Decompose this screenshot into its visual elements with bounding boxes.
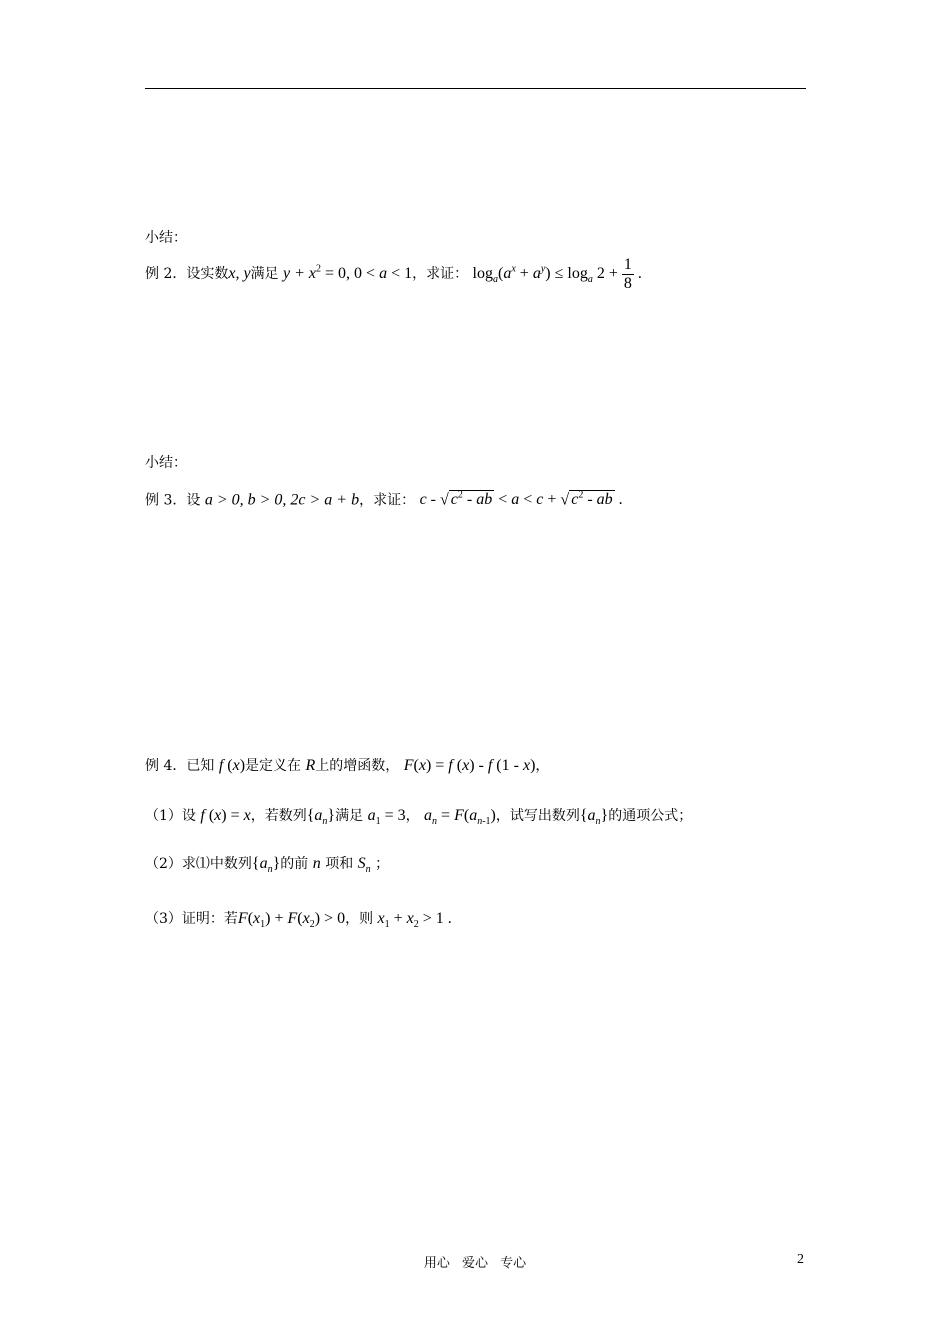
part-3-label: （3）证明：若 — [145, 911, 238, 927]
page-number: 2 — [797, 1252, 804, 1267]
page-footer: 用心 爱心 专心 — [423, 1256, 527, 1271]
example-4-label: 例 4．已知 — [145, 758, 215, 774]
part-1-guess: ，试写出数列 — [495, 808, 580, 824]
part-1-seq-text: ，若数列 — [250, 808, 307, 824]
part-2-seq: $\{a_n\}$ — [251, 855, 281, 876]
example-4-inc-text: 上的增函数， — [315, 758, 400, 774]
example-4-def-text: 是定义在 — [245, 758, 302, 774]
example-2 — [145, 256, 642, 293]
example-2-prove: ，求证： — [412, 266, 469, 283]
part-2-n: n — [312, 855, 321, 872]
part-3-condition: $F(x_1) + F(x_2) > 0$ — [237, 910, 346, 931]
example-4-part-1: （1）设 f (x) = x，若数列$\{a_n\}$满足 $a_1 = 3$， $a_n = F(a_{n-1})$，试写出数列$\{a_n\}$的通项公式； — [145, 807, 693, 828]
example-2-fraction: $\frac{1}{8}$ — [623, 256, 632, 292]
example-2-inequality: $\log_a(a^x + a^y) \le \log_a 2$ + $\frac{1}{8}$ . — [472, 256, 642, 292]
header-rule — [145, 88, 806, 89]
example-2-condition: $y + x^2 = 0$, 0 < a < 1 — [283, 263, 413, 283]
example-4-domain: R — [305, 757, 316, 774]
part-1-a1: $a_1 = 3$ — [367, 807, 406, 828]
example-4-F-definition: F(x) = f (x) - f (1 - x) — [403, 757, 536, 774]
example-3-condition: a > 0, b > 0, 2c > a + b — [204, 491, 360, 509]
part-1-label: （1）设 — [145, 808, 196, 824]
part-2-end: ； — [375, 856, 390, 872]
part-1-seq: $\{a_n\}$ — [306, 807, 336, 828]
part-3-conclusion: $x_1 + x_2 > 1$ . — [377, 910, 452, 931]
part-2-front: 的前 — [280, 856, 309, 872]
part-1-fx-eq-x: f (x) = x — [200, 807, 251, 824]
part-1-seq-2: $\{a_n\}$ — [579, 807, 609, 828]
part-1-end: 的通项公式； — [608, 808, 693, 824]
part-2-sn: $S_n$ — [357, 855, 371, 876]
example-3 — [145, 486, 623, 510]
part-2-terms: 项和 — [325, 856, 354, 872]
part-1-recurrence: $a_n = F(a_{n-1})$ — [424, 807, 496, 828]
example-3-inequality: c - √ $c^2$ - ab < a < c + √ $c^2$ - ab . — [419, 490, 623, 509]
example-2-vars: x, y — [228, 265, 251, 283]
example-4-fx: f (x) — [218, 757, 246, 774]
part-3-then: ，则 — [345, 911, 374, 927]
summary-label-1: 小结： — [145, 230, 187, 246]
part-1-meet: 满足 — [335, 808, 364, 824]
example-2-cond-word: 满足 — [250, 266, 279, 283]
summary-label-2: 小结： — [145, 455, 187, 471]
example-2-label: 例 2．设实数 — [145, 266, 229, 283]
part-2-label: （2）求⑴中数列 — [145, 856, 252, 872]
example-4-part-2 — [145, 854, 389, 880]
example-3-prove: ，求证： — [359, 492, 416, 509]
example-4: 例 4．已知 f (x)是定义在 R上的增函数， F(x) = f (x) - f (1 - x)， — [145, 757, 550, 774]
example-4-part-3 — [145, 909, 452, 935]
example-3-label: 例 3．设 — [145, 492, 201, 509]
